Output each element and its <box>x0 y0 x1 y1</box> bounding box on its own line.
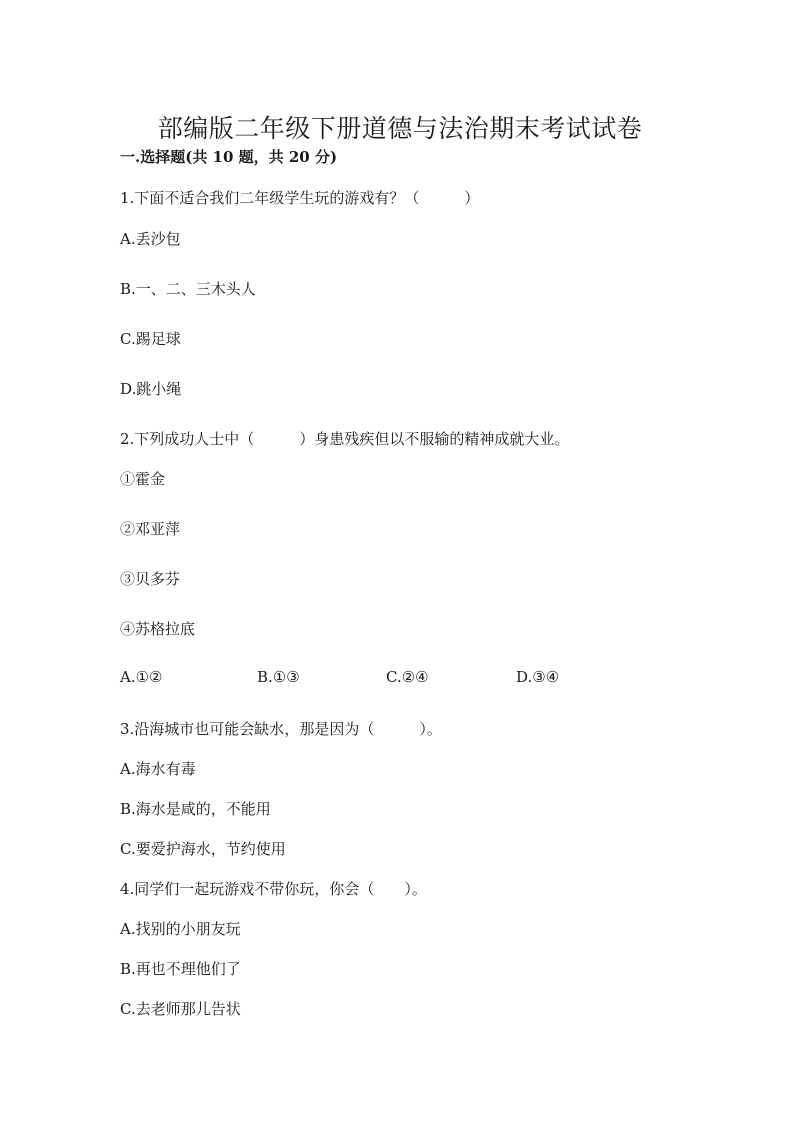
question-4-option-b: B.再也不理他们了 <box>120 960 241 978</box>
section-heading: 一.选择题(共 10 题，共 20 分) <box>120 148 338 166</box>
question-3-option-b: B.海水是咸的，不能用 <box>120 800 271 818</box>
question-4-option-c: C.去老师那儿告状 <box>120 1000 241 1018</box>
question-2-item-1: ①霍金 <box>120 470 166 488</box>
question-2-item-3: ③贝多芬 <box>120 570 181 588</box>
question-2-choices <box>120 668 680 690</box>
question-1-option-a: A.丢沙包 <box>120 230 181 248</box>
question-2-choice-a: A.①② <box>120 668 163 686</box>
question-2-choice-c: C.②④ <box>386 668 429 686</box>
question-4-stem: 4.同学们一起玩游戏不带你玩，你会（ ）。 <box>120 880 427 898</box>
question-1-option-b: B.一、二、三木头人 <box>120 280 256 298</box>
question-2-item-4: ④苏格拉底 <box>120 620 196 638</box>
question-2-item-2: ②邓亚萍 <box>120 520 181 538</box>
exam-title: 部编版二年级下册道德与法治期末考试试卷 <box>157 113 643 143</box>
question-1-option-d: D.跳小绳 <box>120 380 182 398</box>
question-1-option-c: C.踢足球 <box>120 330 181 348</box>
question-3-stem: 3.沿海城市也可能会缺水，那是因为（ ）。 <box>120 720 442 738</box>
question-2-stem: 2.下列成功人士中（ ）身患残疾但以不服输的精神成就大业。 <box>120 430 570 448</box>
question-2-choice-d: D.③④ <box>516 668 560 686</box>
question-2-choice-b: B.①③ <box>257 668 300 686</box>
question-4-option-a: A.找别的小朋友玩 <box>120 920 241 938</box>
question-1-stem: 1.下面不适合我们二年级学生玩的游戏有？（ ） <box>120 189 480 207</box>
question-3-option-c: C.要爱护海水，节约使用 <box>120 840 286 858</box>
question-3-option-a: A.海水有毒 <box>120 760 196 778</box>
